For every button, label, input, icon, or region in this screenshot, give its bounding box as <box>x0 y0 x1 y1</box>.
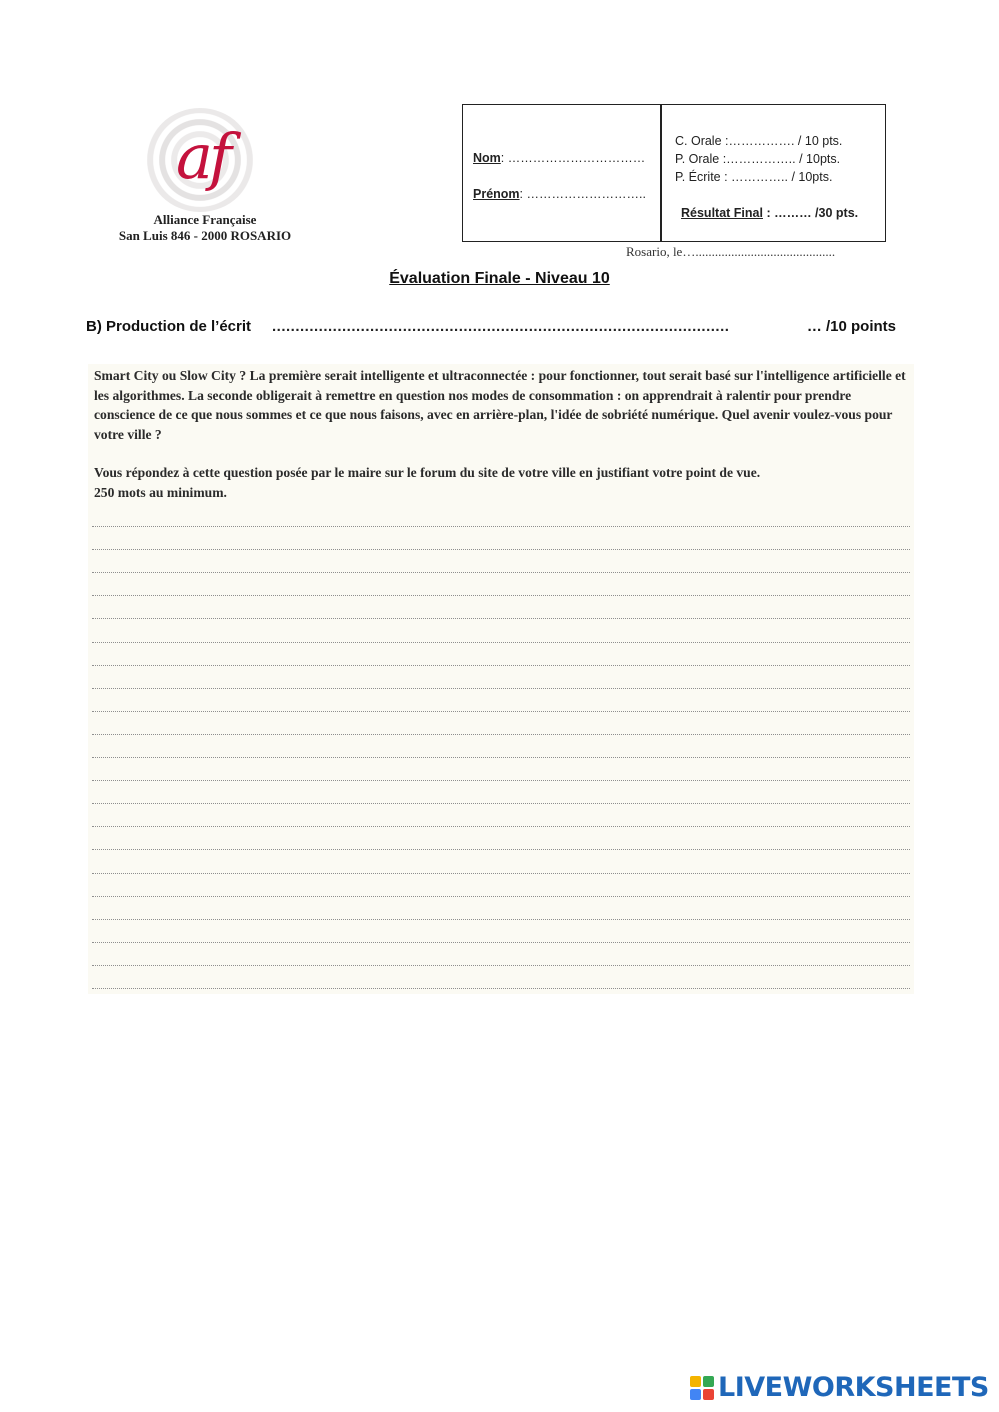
score-box-divider <box>660 105 662 241</box>
liveworksheets-logo-icon <box>690 1376 714 1400</box>
writing-line <box>92 896 910 897</box>
writing-area[interactable] <box>88 510 914 994</box>
alliance-francaise-logo <box>110 108 300 248</box>
writing-line <box>92 988 910 989</box>
logo-org-name: Alliance Française <box>153 212 257 227</box>
writing-line <box>92 757 910 758</box>
prompt-paragraph-2: Vous répondez à cette question posée par le maire sur le forum du site de votre ville en justifiant votre point de vue. <box>94 465 761 481</box>
brand-square-3 <box>690 1389 701 1400</box>
writing-line <box>92 734 910 735</box>
p-orale-score: P. Orale :…………….. / 10pts. <box>675 152 841 166</box>
nom-field[interactable] <box>473 151 645 165</box>
prenom-blank: : ……………………….. <box>519 187 646 201</box>
writing-line <box>92 942 910 943</box>
date-line: Rosario, le…........................................... <box>626 244 836 259</box>
nom-blank: : …………………………… <box>500 151 646 165</box>
writing-line <box>92 526 910 527</box>
section-points: … /10 points <box>806 318 896 335</box>
section-dots: .................................................................................................. <box>272 318 730 335</box>
p-ecrite-score: P. Écrite : ………….. / 10pts. <box>675 170 833 184</box>
final-result-value: : ……… /30 pts. <box>762 206 859 220</box>
writing-line <box>92 688 910 689</box>
brand-square-4 <box>703 1389 714 1400</box>
section-label: B) Production de l’écrit <box>86 318 252 335</box>
prenom-label: Prénom <box>473 187 520 201</box>
brand-square-1 <box>690 1376 701 1387</box>
nom-label: Nom <box>473 151 501 165</box>
writing-line <box>92 642 910 643</box>
prompt-paragraph-1: Smart City ou Slow City ? La première serait intelligente et ultraconnectée : pour fonctionner, tout serait basé sur l'intelligence artificielle et les algorithmes. La seconde obligerait à remettre en question nos modes de consommation : on apprendrait à ralentir pour prendre conscience de ce que nous sommes et ce que nous faisons, avec en arrière-plan, l'idée de sobriété numérique. Quel avenir voulez-vous pour votre ville ? <box>94 368 906 442</box>
prenom-field[interactable] <box>473 187 646 201</box>
writing-line <box>92 849 910 850</box>
logo-mark: af <box>176 120 228 193</box>
writing-line <box>92 919 910 920</box>
writing-line <box>92 826 910 827</box>
prompt-paragraph-3: 250 mots au minimum. <box>94 484 227 500</box>
writing-line <box>92 665 910 666</box>
score-box <box>462 104 886 242</box>
writing-line <box>92 549 910 550</box>
writing-line <box>92 595 910 596</box>
final-result-label: Résultat Final <box>681 206 763 220</box>
brand-square-2 <box>703 1376 714 1387</box>
writing-line <box>92 965 910 966</box>
logo-address: San Luis 846 - 2000 ROSARIO <box>118 228 292 243</box>
writing-line <box>92 780 910 781</box>
writing-line <box>92 873 910 874</box>
writing-line <box>92 711 910 712</box>
writing-line <box>92 572 910 573</box>
final-result <box>681 206 858 220</box>
page-title: Évaluation Finale - Niveau 10 <box>389 270 610 287</box>
brand-name: LIVEWORKSHEETS <box>718 1372 989 1403</box>
writing-line <box>92 618 910 619</box>
writing-prompt <box>88 364 914 510</box>
section-header <box>86 318 896 340</box>
writing-line <box>92 803 910 804</box>
c-orale-score: C. Orale :……………. / 10 pts. <box>675 134 843 148</box>
